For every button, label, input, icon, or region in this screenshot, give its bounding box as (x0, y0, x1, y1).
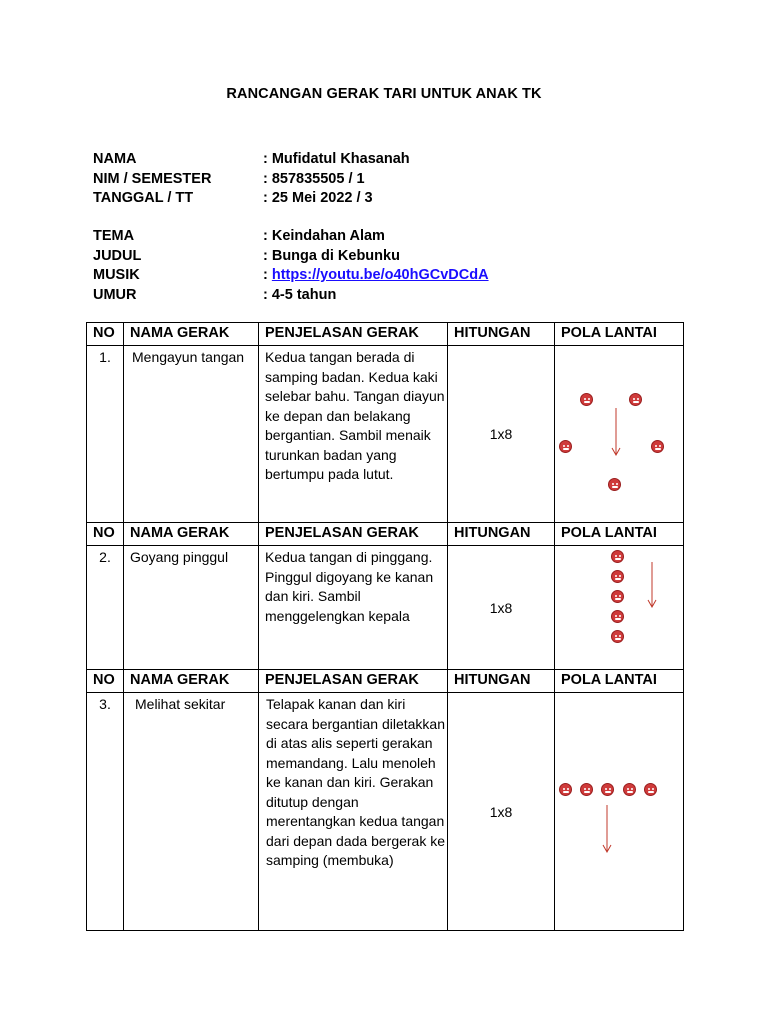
table-header-row (87, 323, 684, 346)
move-number: 2. (87, 546, 124, 670)
info-row-musik (93, 266, 489, 286)
dancer-face-icon (629, 393, 642, 406)
arrow-down-icon (609, 408, 623, 456)
arrow-down-icon (645, 562, 659, 608)
dancer-face-icon (580, 393, 593, 406)
move-description: Kedua tangan di pinggang. Pinggul digoyang ke kanan dan kiri. Sambil menggelengkan kepala (259, 546, 448, 670)
header-penjelasan: PENJELASAN GERAK (259, 523, 448, 546)
info-prefix: : (263, 267, 272, 283)
info-value: : Mufidatul Khasanah (263, 151, 410, 167)
move-number: 1. (87, 346, 124, 523)
info-value: : 25 Mei 2022 / 3 (263, 190, 373, 206)
move-name: Melihat sekitar (124, 693, 259, 931)
music-link[interactable]: https://youtu.be/o40hGCvDCdA (271, 267, 489, 283)
move-count: 1x8 (448, 546, 555, 670)
table-header-row (87, 523, 684, 546)
header-no: NO (87, 323, 124, 346)
table-row (87, 693, 684, 931)
move-number: 3. (87, 693, 124, 931)
dancer-face-icon (580, 783, 593, 796)
info-value: : Bunga di Kebunku (263, 247, 400, 264)
header-nama-gerak: NAMA GERAK (124, 670, 259, 693)
header-no: NO (87, 523, 124, 546)
header-hitungan: HITUNGAN (448, 670, 555, 693)
dancer-face-icon (644, 783, 657, 796)
info-value: : Keindahan Alam (263, 228, 385, 244)
floor-pattern-3 (555, 693, 684, 931)
table-row (87, 346, 684, 523)
info-label: TANGGAL / TT (93, 190, 194, 206)
dancer-face-icon (611, 570, 624, 583)
dancer-face-icon (623, 783, 636, 796)
move-description: Kedua tangan berada di samping badan. Kedua kaki selebar bahu. Tangan diayun ke depan dan belakang bergantian. Sambil menaik turunkan badan yang bertumpu pada lutut. (259, 346, 448, 523)
info-row-nama (93, 150, 410, 170)
table-header-row (87, 670, 684, 693)
info-label: JUDUL (93, 247, 142, 264)
info-value: : 857835505 / 1 (263, 170, 365, 187)
info-label: NIM / SEMESTER (93, 170, 212, 187)
dancer-face-icon (559, 783, 572, 796)
header-no: NO (87, 670, 124, 693)
header-hitungan: HITUNGAN (448, 323, 555, 346)
floor-pattern-1 (555, 346, 684, 523)
identity-block (93, 150, 410, 209)
move-count: 1x8 (448, 346, 555, 523)
info-row-tema (93, 227, 489, 247)
dancer-face-icon (651, 440, 664, 453)
dancer-face-icon (611, 610, 624, 623)
document-title: RANCANGAN GERAK TARI UNTUK ANAK TK (226, 86, 542, 102)
dancer-face-icon (601, 783, 614, 796)
dancer-face-icon (608, 478, 621, 491)
info-row-tanggal (93, 189, 410, 209)
info-row-judul (93, 247, 489, 267)
info-label: UMUR (93, 286, 137, 303)
dancer-face-icon (611, 630, 624, 643)
header-nama-gerak: NAMA GERAK (124, 523, 259, 546)
table-row (87, 546, 684, 670)
info-value: : 4-5 tahun (263, 286, 337, 303)
move-description: Telapak kanan dan kiri secara bergantian diletakkan di atas alis seperti gerakan memandang. Lalu menoleh ke kanan dan kiri. Gerakan ditutup dengan merentangkan kedua tangan dari depan dada bergerak ke samping (membuka) (259, 693, 448, 931)
floor-pattern-2 (555, 546, 684, 670)
header-penjelasan: PENJELASAN GERAK (259, 323, 448, 346)
dancer-face-icon (559, 440, 572, 453)
header-penjelasan: PENJELASAN GERAK (259, 670, 448, 693)
dancer-face-icon (611, 550, 624, 563)
move-name: Goyang pinggul (124, 546, 259, 670)
dance-moves-table (86, 322, 684, 931)
move-count: 1x8 (448, 693, 555, 931)
header-pola-lantai: POLA LANTAI (555, 670, 684, 693)
info-label: NAMA (93, 151, 137, 167)
move-name: Mengayun tangan (124, 346, 259, 523)
arrow-down-icon (600, 805, 614, 853)
header-pola-lantai: POLA LANTAI (555, 323, 684, 346)
header-nama-gerak: NAMA GERAK (124, 323, 259, 346)
info-label: MUSIK (93, 267, 140, 283)
info-row-nim (93, 170, 410, 190)
info-label: TEMA (93, 228, 135, 244)
dance-info-block (93, 227, 489, 305)
info-row-umur (93, 286, 489, 306)
dancer-face-icon (611, 590, 624, 603)
header-hitungan: HITUNGAN (448, 523, 555, 546)
header-pola-lantai: POLA LANTAI (555, 523, 684, 546)
